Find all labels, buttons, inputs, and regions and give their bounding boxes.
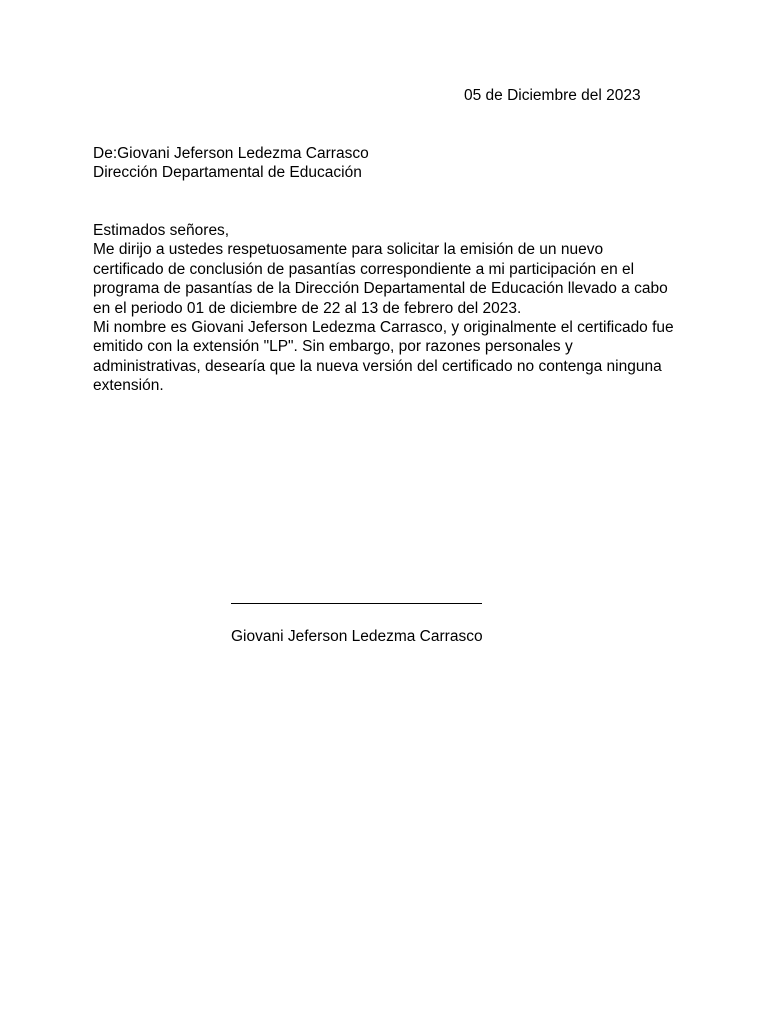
body-line: en el periodo 01 de diciembre de 22 al 13 de febrero del 2023. bbox=[93, 299, 522, 317]
body-line: emitido con la extensión "LP". Sin embargo, por razones personales y bbox=[93, 338, 573, 356]
signature-line bbox=[231, 603, 482, 604]
body-line: extensión. bbox=[93, 377, 164, 395]
body-line: Mi nombre es Giovani Jeferson Ledezma Carrasco, y originalmente el certificado fue bbox=[93, 319, 674, 337]
sender-institution-line: Dirección Departamental de Educación bbox=[93, 164, 362, 182]
body-line: Me dirijo a ustedes respetuosamente para solicitar la emisión de un nuevo bbox=[93, 241, 604, 259]
body-line: certificado de conclusión de pasantías correspondiente a mi participación en el bbox=[93, 260, 635, 278]
body-line: programa de pasantías de la Dirección Departamental de Educación llevado a cabo bbox=[93, 280, 668, 298]
letter-date: 05 de Diciembre del 2023 bbox=[464, 87, 641, 104]
sender-name-line: De:Giovani Jeferson Ledezma Carrasco bbox=[93, 145, 369, 162]
sender-block bbox=[93, 144, 369, 183]
signature-name: Giovani Jeferson Ledezma Carrasco bbox=[231, 628, 483, 645]
body-line: administrativas, desearía que la nueva versión del certificado no contenga ninguna bbox=[93, 357, 662, 375]
greeting: Estimados señores, bbox=[93, 222, 230, 239]
letter-body bbox=[93, 221, 683, 396]
